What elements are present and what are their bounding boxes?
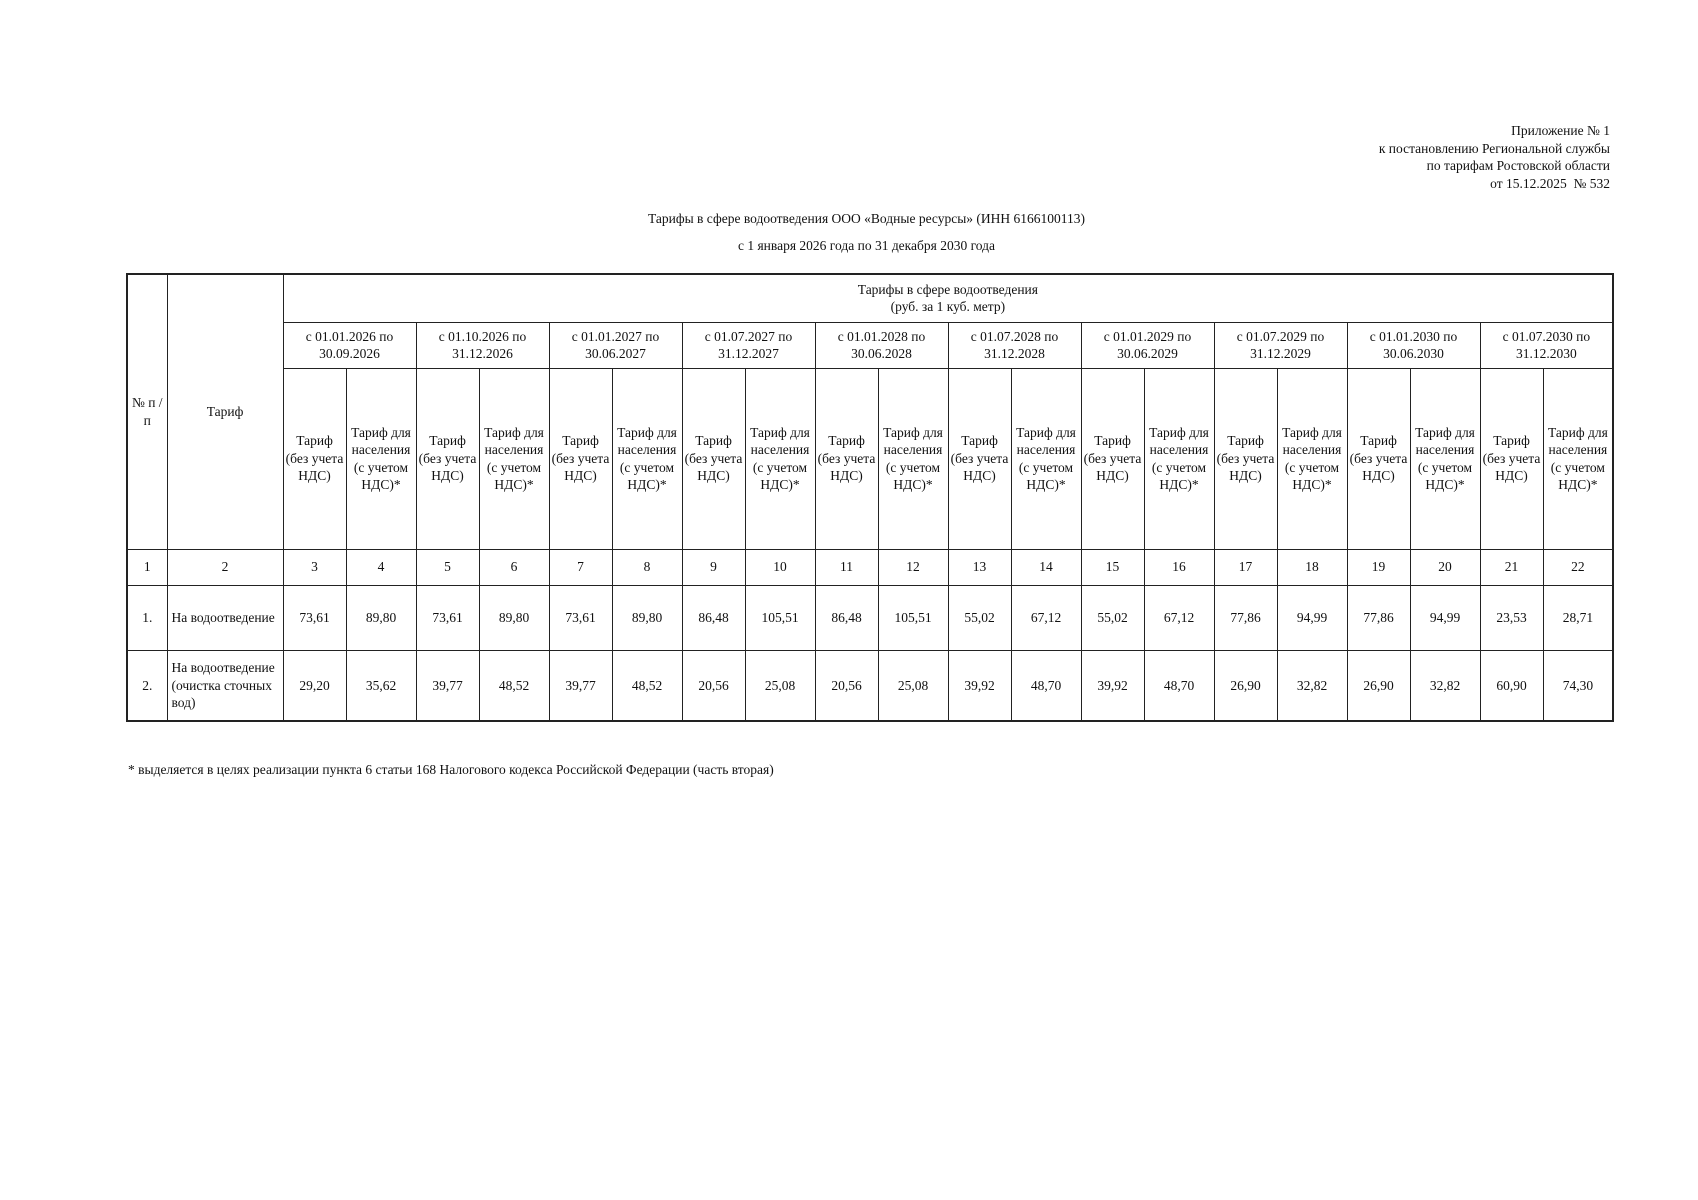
tariff-value: 25,08 <box>878 650 948 721</box>
column-number: 3 <box>283 549 346 585</box>
period-header-line-1: с 01.07.2030 по <box>1502 328 1591 344</box>
column-number: 8 <box>612 549 682 585</box>
subheader-with-vat: Тариф для населения (с учетом НДС)* <box>878 368 948 549</box>
tariff-value: 35,62 <box>346 650 416 721</box>
period-header-line-1: с 01.07.2029 по <box>1236 328 1325 344</box>
column-number: 5 <box>416 549 479 585</box>
period-header <box>815 322 948 368</box>
column-number: 10 <box>745 549 815 585</box>
period-header-line-1: с 01.07.2027 по <box>704 328 793 344</box>
subheader-with-vat: Тариф для населения (с учетом НДС)* <box>1277 368 1347 549</box>
subheader-with-vat: Тариф для населения (с учетом НДС)* <box>745 368 815 549</box>
column-number: 18 <box>1277 549 1347 585</box>
column-number: 15 <box>1081 549 1144 585</box>
tariffs-table <box>126 273 1614 722</box>
tariff-value: 74,30 <box>1543 650 1613 721</box>
period-header <box>283 322 416 368</box>
table-row <box>127 650 1613 721</box>
period-header-line-1: с 01.10.2026 по <box>438 328 527 344</box>
column-number: 16 <box>1144 549 1214 585</box>
subheader-with-vat: Тариф для населения (с учетом НДС)* <box>1410 368 1480 549</box>
row-tariff-name: На водоотведение (очистка сточных вод) <box>167 650 283 721</box>
tariff-value: 73,61 <box>416 585 479 650</box>
period-header-line-2: 30.06.2028 <box>851 346 912 361</box>
subheader-no-vat: Тариф (без учета НДС) <box>1347 368 1410 549</box>
subheader-no-vat: Тариф (без учета НДС) <box>1480 368 1543 549</box>
table-row <box>127 585 1613 650</box>
subheader-with-vat: Тариф для населения (с учетом НДС)* <box>346 368 416 549</box>
tariff-value: 32,82 <box>1277 650 1347 721</box>
tariff-value: 73,61 <box>283 585 346 650</box>
subheader-no-vat: Тариф (без учета НДС) <box>283 368 346 549</box>
subheader-with-vat: Тариф для населения (с учетом НДС)* <box>479 368 549 549</box>
tariff-value: 55,02 <box>948 585 1011 650</box>
tariff-value: 48,52 <box>479 650 549 721</box>
period-header <box>1081 322 1214 368</box>
footnote: * выделяется в целях реализации пункта 6 статьи 168 Налогового кодекса Российской Федерации (часть вторая) <box>128 762 774 777</box>
period-header <box>549 322 682 368</box>
subheader-no-vat: Тариф (без учета НДС) <box>549 368 612 549</box>
header-tariff: Тариф <box>167 274 283 549</box>
column-number: 1 <box>127 549 167 585</box>
appendix-line-4: от 15.12.2025 № 532 <box>1490 175 1610 191</box>
column-number: 9 <box>682 549 745 585</box>
period-header-line-2: 30.06.2027 <box>585 346 646 361</box>
tariff-value: 89,80 <box>612 585 682 650</box>
period-header-line-1: с 01.01.2028 по <box>837 328 926 344</box>
tariff-value: 25,08 <box>745 650 815 721</box>
column-number: 13 <box>948 549 1011 585</box>
tariff-value: 89,80 <box>479 585 549 650</box>
subheader-with-vat: Тариф для населения (с учетом НДС)* <box>1011 368 1081 549</box>
tariff-value: 77,86 <box>1347 585 1410 650</box>
tariff-value: 48,70 <box>1144 650 1214 721</box>
tariff-value: 29,20 <box>283 650 346 721</box>
column-number: 6 <box>479 549 549 585</box>
subheader-no-vat: Тариф (без учета НДС) <box>416 368 479 549</box>
tariff-value: 48,52 <box>612 650 682 721</box>
document-title: Тарифы в сфере водоотведения ООО «Водные ресурсы» (ИНН 6166100113) <box>647 211 1086 226</box>
tariff-value: 73,61 <box>549 585 612 650</box>
tariff-value: 28,71 <box>1543 585 1613 650</box>
tariff-value: 23,53 <box>1480 585 1543 650</box>
period-header-line-1: с 01.01.2026 по <box>305 328 394 344</box>
tariff-value: 39,92 <box>1081 650 1144 721</box>
tariff-value: 105,51 <box>745 585 815 650</box>
column-number: 17 <box>1214 549 1277 585</box>
row-number: 1. <box>127 585 167 650</box>
period-header-line-1: с 01.01.2029 по <box>1103 328 1192 344</box>
tariff-value: 55,02 <box>1081 585 1144 650</box>
period-header <box>416 322 549 368</box>
period-header-line-2: 31.12.2029 <box>1250 346 1311 361</box>
column-number: 14 <box>1011 549 1081 585</box>
subheader-no-vat: Тариф (без учета НДС) <box>1214 368 1277 549</box>
tariff-value: 86,48 <box>682 585 745 650</box>
tariff-value: 39,77 <box>549 650 612 721</box>
period-header-line-2: 31.12.2026 <box>452 346 513 361</box>
header-group-line-2: (руб. за 1 куб. метр) <box>890 299 1006 315</box>
tariff-value: 26,90 <box>1214 650 1277 721</box>
tariff-value: 32,82 <box>1410 650 1480 721</box>
tariff-value: 67,12 <box>1011 585 1081 650</box>
column-number: 21 <box>1480 549 1543 585</box>
period-header-line-2: 31.12.2027 <box>718 346 779 361</box>
column-number: 20 <box>1410 549 1480 585</box>
column-number: 22 <box>1543 549 1613 585</box>
period-header-line-2: 30.06.2030 <box>1383 346 1444 361</box>
header-group-line-1: Тарифы в сфере водоотведения <box>857 281 1038 297</box>
column-number: 2 <box>167 549 283 585</box>
subheader-no-vat: Тариф (без учета НДС) <box>948 368 1011 549</box>
column-number: 19 <box>1347 549 1410 585</box>
period-header <box>1347 322 1480 368</box>
subheader-with-vat: Тариф для населения (с учетом НДС)* <box>612 368 682 549</box>
period-header-line-2: 31.12.2030 <box>1516 346 1577 361</box>
subheader-with-vat: Тариф для населения (с учетом НДС)* <box>1543 368 1613 549</box>
period-header-line-1: с 01.07.2028 по <box>970 328 1059 344</box>
appendix-line-1: Приложение № 1 <box>1511 123 1610 138</box>
period-header-line-2: 30.09.2026 <box>319 346 380 361</box>
period-header-line-2: 30.06.2029 <box>1117 346 1178 361</box>
tariff-value: 26,90 <box>1347 650 1410 721</box>
period-header <box>1480 322 1613 368</box>
tariff-value: 94,99 <box>1410 585 1480 650</box>
tariff-value: 94,99 <box>1277 585 1347 650</box>
tariff-value: 20,56 <box>815 650 878 721</box>
tariff-value: 60,90 <box>1480 650 1543 721</box>
document-period: с 1 января 2026 года по 31 декабря 2030 года <box>737 238 996 253</box>
tariff-value: 77,86 <box>1214 585 1277 650</box>
period-header <box>682 322 815 368</box>
tariff-value: 89,80 <box>346 585 416 650</box>
period-header <box>948 322 1081 368</box>
row-number: 2. <box>127 650 167 721</box>
column-number: 4 <box>346 549 416 585</box>
column-number: 11 <box>815 549 878 585</box>
header-group <box>283 274 1613 322</box>
tariff-value: 105,51 <box>878 585 948 650</box>
tariff-value: 86,48 <box>815 585 878 650</box>
subheader-with-vat: Тариф для населения (с учетом НДС)* <box>1144 368 1214 549</box>
tariff-value: 39,92 <box>948 650 1011 721</box>
appendix-block <box>1379 122 1610 192</box>
column-number: 12 <box>878 549 948 585</box>
row-tariff-name: На водоотведение <box>167 585 283 650</box>
tariff-value: 48,70 <box>1011 650 1081 721</box>
subheader-no-vat: Тариф (без учета НДС) <box>1081 368 1144 549</box>
period-header-line-1: с 01.01.2027 по <box>571 328 660 344</box>
appendix-line-3: по тарифам Ростовской области <box>1426 158 1610 173</box>
tariff-value: 20,56 <box>682 650 745 721</box>
period-header-line-2: 31.12.2028 <box>984 346 1045 361</box>
period-header <box>1214 322 1347 368</box>
tariff-value: 39,77 <box>416 650 479 721</box>
tariff-value: 67,12 <box>1144 585 1214 650</box>
subheader-no-vat: Тариф (без учета НДС) <box>682 368 745 549</box>
appendix-line-2: к постановлению Региональной службы <box>1378 140 1610 156</box>
header-number: № п /п <box>127 274 167 549</box>
column-number: 7 <box>549 549 612 585</box>
period-header-line-1: с 01.01.2030 по <box>1369 328 1458 344</box>
subheader-no-vat: Тариф (без учета НДС) <box>815 368 878 549</box>
